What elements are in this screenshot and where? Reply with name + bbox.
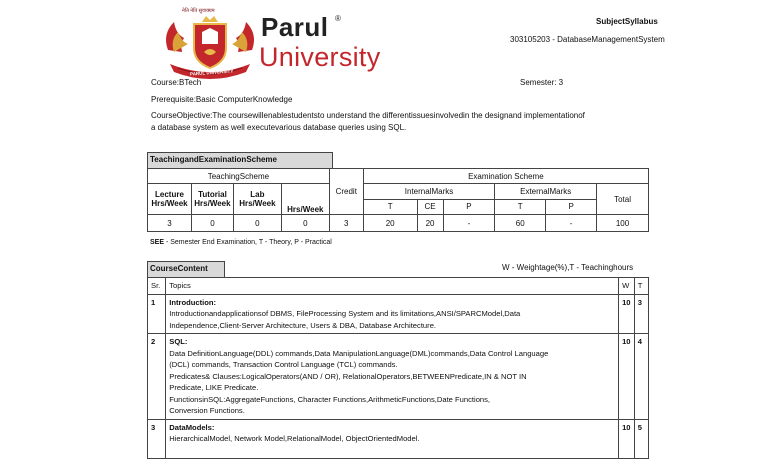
prerequisite [151, 95, 292, 104]
see-note-text: - Semester End Examination, T - Theory, P - Practical [164, 239, 332, 246]
row-t: 3 [634, 294, 648, 334]
scheme-value: 20 [363, 215, 417, 232]
row-title: SQL: [169, 337, 188, 346]
prerequisite-label: Prerequisite: [151, 95, 196, 104]
row-sr: 2 [148, 334, 166, 420]
semester-label: Semester: 3 [520, 78, 564, 87]
row-title: DataModels: [169, 422, 215, 432]
scheme-value: 3 [329, 215, 363, 232]
credit-header: Credit [329, 169, 363, 215]
brand-registered: ® [335, 14, 341, 23]
teaching-scheme-header: TeachingScheme [148, 169, 330, 184]
row-line: (DCL) commands, Transaction Control Language (TCL) commands. [169, 360, 398, 369]
brand-parul: Parul [261, 12, 329, 42]
col-w-header: W [619, 278, 635, 295]
row-line: Data DefinitionLanguage(DDL) commands,Data ManipulationLanguage(DML)commands,Data Control Language [169, 348, 549, 358]
see-abbr: SEE [150, 239, 165, 246]
row-topics [166, 419, 619, 459]
table-row [148, 419, 649, 459]
course-content-table [147, 277, 649, 459]
row-line: Introductionandapplicationsof DBMS, FileProcessing System and its limitations,ANSI/SPARCModel,Data [169, 309, 521, 318]
internal-ce-header: CE [417, 199, 443, 215]
brand-university: University [259, 42, 381, 72]
row-title: Introduction: [169, 297, 217, 307]
emblem-motto: नेति नेति सुवाक्यम [182, 8, 215, 14]
row-line: Predicates& Clauses:LogicalOperators(AND / OR), RelationalOperators,BETWEENPredicate,IN & NOT IN [169, 371, 527, 381]
scheme-value: 0 [281, 215, 329, 232]
external-t-header: T [495, 199, 546, 215]
row-t: 5 [634, 419, 648, 459]
weightage-note: W - Weightage(%),T - Teachinghours [502, 263, 634, 272]
row-line [169, 445, 615, 457]
scheme-table [147, 168, 649, 232]
scheme-value: - [546, 215, 597, 232]
scheme-value: 60 [495, 215, 546, 232]
row-sr: 1 [148, 294, 166, 334]
row-line: FunctionsinSQL:AggregateFunctions, Character Functions,ArithmeticFunctions,Date Functions, [169, 394, 491, 404]
internal-marks-header: InternalMarks [363, 184, 495, 200]
row-t: 4 [634, 334, 648, 420]
see-note [150, 239, 332, 246]
table-row [148, 294, 649, 334]
external-marks-header: ExternalMarks [495, 184, 597, 200]
internal-p-header: P [443, 199, 495, 215]
scheme-value: 0 [191, 215, 233, 232]
row-topics [166, 334, 619, 420]
row-line: Independence,Client-Server Architecture, Users & DBA, Database Architecture. [169, 320, 437, 330]
subject-code-name: 303105203 - DatabaseManagementSystem [510, 35, 665, 44]
row-w: 10 [619, 419, 635, 459]
lecture-header: Lecture Hrs/Week [148, 184, 192, 215]
external-p-header: P [546, 199, 597, 215]
course-label: Course:BTech [151, 78, 202, 87]
subject-syllabus-title: SubjectSyllabus [596, 17, 658, 26]
row-sr: 3 [148, 419, 166, 459]
course-objective-line1: CourseObjective:The coursewillenablestudentsto understand the differentissuesinvolvedin the designand implementationof [151, 111, 585, 120]
col-topics-header: Topics [166, 278, 619, 295]
col-sr-header: Sr. [148, 278, 166, 295]
total-header: Total [597, 184, 649, 215]
course-content-label: CourseContent [147, 261, 225, 278]
lab-header: Lab Hrs/Week [233, 184, 281, 215]
scheme-section-label: TeachingandExaminationScheme [147, 152, 333, 169]
university-logo [160, 8, 380, 80]
row-line: Predicate, LIKE Predicate. [169, 383, 259, 392]
prerequisite-value: Basic ComputerKnowledge [195, 95, 293, 104]
table-row [148, 334, 649, 420]
scheme-value: 3 [148, 215, 192, 232]
hrs-week-header: Hrs/Week [281, 184, 329, 215]
row-topics [166, 294, 619, 334]
scheme-value: 20 [417, 215, 443, 232]
scheme-value: - [443, 215, 495, 232]
course-objective-line2: a database system as well executevarious database queries using SQL. [151, 123, 407, 132]
row-line: HierarchicalModel, Network Model,RelationalModel, ObjectOrientedModel. [169, 434, 420, 443]
scheme-value: 0 [233, 215, 281, 232]
tutorial-header: Tutorial Hrs/Week [191, 184, 233, 215]
row-w: 10 [619, 294, 635, 334]
row-line: Conversion Functions. [169, 406, 245, 415]
row-w: 10 [619, 334, 635, 420]
internal-t-header: T [363, 199, 417, 215]
emblem-banner: PARUL UNIVERSITY [189, 68, 234, 77]
scheme-value: 100 [597, 215, 649, 232]
exam-scheme-header: Examination Scheme [363, 169, 648, 184]
col-t-header: T [634, 278, 648, 295]
